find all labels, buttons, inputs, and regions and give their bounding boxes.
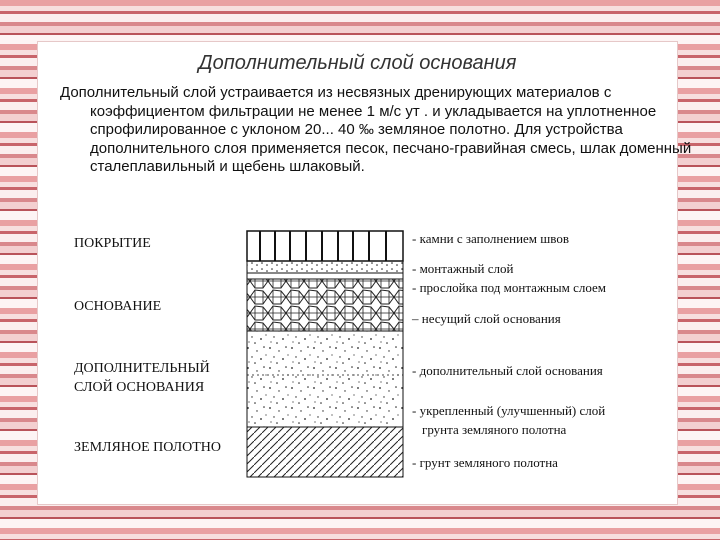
label-dopolnitelny: - дополнительный слой основания [412, 363, 603, 378]
label-ukreplenny-1: - укрепленный (улучшенный) слой [412, 403, 606, 418]
label-prosloika: - прослойка под монтажным слоем [412, 280, 607, 295]
label-montazh: - монтажный слой [412, 261, 514, 276]
layer-diagram [70, 225, 648, 480]
label-nesushchiy: – несущий слой основания [412, 311, 561, 326]
layer-subgrade [247, 427, 403, 477]
layer-stones [247, 231, 403, 261]
layer-base [247, 279, 403, 331]
slide [37, 41, 692, 505]
label-dop-line1: ДОПОЛНИТЕЛЬНЫЙ [74, 361, 210, 376]
label-dop-line2: СЛОЙ ОСНОВАНИЯ [74, 380, 205, 395]
layer-additional [247, 331, 403, 427]
layer-installation [247, 261, 403, 279]
label-pokrytie: ПОКРЫТИЕ [74, 236, 151, 251]
slide-paragraph: Дополнительный слой устраивается из несвязных дренирующих материалов с коэффициентом фильтрации не менее 1 м/с ут . и укладывается на уплотненное спрофилированное с уклоном 20... 40 ‰ земляное полотно. Для устройства дополнительного слоя применяется песок, песчано-гравийная смесь, шлак доменный сталеплавильный и щебень шлаковый. [60, 84, 692, 176]
label-osnovanie: ОСНОВАНИЕ [74, 299, 162, 314]
label-ukreplenny-2: грунта земляного полотна [422, 422, 567, 437]
slide-title: Дополнительный слой основания [198, 52, 517, 74]
label-zemlyanoe: ЗЕМЛЯНОЕ ПОЛОТНО [74, 440, 222, 455]
label-kamni: - камни с заполнением швов [412, 231, 569, 246]
label-grunt: - грунт земляного полотна [412, 455, 558, 470]
